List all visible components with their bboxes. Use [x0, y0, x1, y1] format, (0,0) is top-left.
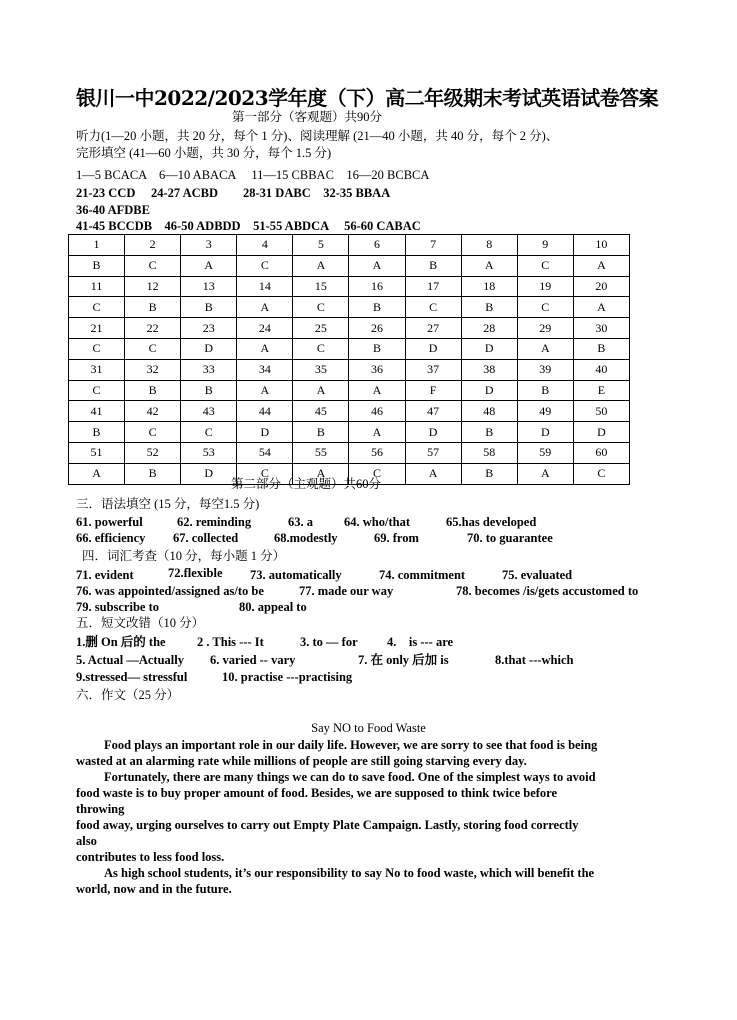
grammar-69: 69. from — [374, 531, 419, 545]
answer-cell: A — [349, 422, 405, 443]
question-number-cell: 60 — [573, 442, 629, 463]
answer-cell: E — [573, 380, 629, 401]
question-number-cell: 38 — [461, 359, 517, 380]
answer-cell: D — [461, 380, 517, 401]
answer-table-row — [69, 276, 630, 297]
answer-table — [68, 234, 630, 485]
grammar-65: 65.has developed — [446, 515, 537, 529]
question-number-cell: 4 — [237, 235, 293, 256]
question-number-cell: 28 — [461, 318, 517, 339]
question-number-cell: 2 — [125, 235, 181, 256]
answer-cell: B — [461, 297, 517, 318]
question-number-cell: 33 — [181, 359, 237, 380]
correction-4: 4. is --- are — [387, 635, 454, 649]
question-number-cell: 44 — [237, 401, 293, 422]
answer-cell: C — [125, 422, 181, 443]
answer-cell: A — [237, 380, 293, 401]
answer-table-row — [69, 442, 630, 463]
question-number-cell: 36 — [349, 359, 405, 380]
vocab-77: 77. made our way — [299, 584, 394, 598]
vocab-71: 71. evident — [76, 568, 134, 582]
answer-cell: F — [405, 380, 461, 401]
question-number-cell: 32 — [125, 359, 181, 380]
grammar-63: 63. a — [288, 515, 313, 529]
answer-cell: A — [237, 297, 293, 318]
answer-cell: B — [69, 422, 125, 443]
answer-cell: B — [181, 297, 237, 318]
answer-cell: B — [181, 380, 237, 401]
vocab-80: 80. appeal to — [239, 600, 307, 614]
correction-6: 6. varied -- vary — [210, 653, 296, 667]
question-number-cell: 10 — [573, 235, 629, 256]
question-number-cell: 46 — [349, 401, 405, 422]
essay-line: also — [76, 834, 97, 848]
answer-cell: A — [293, 463, 349, 484]
vocab-74: 74. commitment — [379, 568, 466, 582]
answer-cell: C — [293, 338, 349, 359]
question-number-cell: 8 — [461, 235, 517, 256]
question-number-cell: 27 — [405, 318, 461, 339]
grammar-68: 68.modestly — [274, 531, 338, 545]
answer-cell: D — [405, 338, 461, 359]
question-number-cell: 41 — [69, 401, 125, 422]
question-number-cell: 50 — [573, 401, 629, 422]
question-number-cell: 6 — [349, 235, 405, 256]
question-number-cell: 13 — [181, 276, 237, 297]
question-number-cell: 15 — [293, 276, 349, 297]
correction-9: 9.stressed— stressful — [76, 670, 188, 684]
essay-line: food away, urging ourselves to carry out Empty Plate Campaign. Lastly, storing food correctly — [76, 818, 579, 832]
essay-title: Say NO to Food Waste — [311, 721, 426, 735]
section5-heading: 五．短文改错（10 分） — [76, 616, 205, 630]
answer-line-2: 21-23 CCD 24-27 ACBD 28-31 DABC 32-35 BBAA — [76, 186, 391, 200]
answer-cell: A — [349, 255, 405, 276]
answer-cell: A — [69, 463, 125, 484]
question-number-cell: 45 — [293, 401, 349, 422]
answer-cell: B — [461, 463, 517, 484]
question-number-cell: 49 — [517, 401, 573, 422]
answer-cell: A — [405, 463, 461, 484]
part2-header: 第二部分（主观题）共60分 — [231, 477, 382, 491]
answer-cell: C — [181, 422, 237, 443]
answer-cell: B — [349, 338, 405, 359]
answer-table-row — [69, 422, 630, 443]
essay-line: Fortunately, there are many things we can do to save food. One of the simplest ways to avoid — [104, 770, 596, 784]
answer-cell: A — [293, 255, 349, 276]
essay-line: Food plays an important role in our daily life. However, we are sorry to see that food is being — [104, 738, 598, 752]
grammar-62: 62. reminding — [177, 515, 252, 529]
answer-cell: B — [573, 338, 629, 359]
answer-cell: A — [517, 463, 573, 484]
answer-cell: C — [517, 297, 573, 318]
answer-cell: B — [69, 255, 125, 276]
section6-heading: 六．作文（25 分） — [76, 688, 180, 702]
question-number-cell: 20 — [573, 276, 629, 297]
answer-cell: C — [405, 297, 461, 318]
grammar-70: 70. to guarantee — [467, 531, 553, 545]
question-number-cell: 47 — [405, 401, 461, 422]
answer-cell: D — [461, 338, 517, 359]
answer-cell: C — [293, 297, 349, 318]
question-number-cell: 40 — [573, 359, 629, 380]
answer-cell: A — [461, 255, 517, 276]
essay-line: contributes to less food loss. — [76, 850, 225, 864]
correction-3: 3. to — for — [300, 635, 358, 649]
essay-line: wasted at an alarming rate while millions of people are still going starving every day. — [76, 754, 527, 768]
answer-cell: C — [69, 338, 125, 359]
answer-cell: C — [237, 463, 293, 484]
question-number-cell: 22 — [125, 318, 181, 339]
question-number-cell: 42 — [125, 401, 181, 422]
document-title: 银川一中2022/2023学年度（下）高二年级期末考试英语试卷答案 — [76, 86, 659, 110]
essay-line: throwing — [76, 802, 125, 816]
question-number-cell: 24 — [237, 318, 293, 339]
answer-cell: B — [517, 380, 573, 401]
answer-cell: B — [349, 297, 405, 318]
correction-2: 2 . This --- It — [197, 635, 264, 649]
question-number-cell: 53 — [181, 442, 237, 463]
answer-cell: D — [237, 422, 293, 443]
question-number-cell: 14 — [237, 276, 293, 297]
question-number-cell: 56 — [349, 442, 405, 463]
answer-cell: D — [517, 422, 573, 443]
correction-7: 7. 在 only 后加 is — [358, 653, 449, 667]
answer-cell: D — [405, 422, 461, 443]
answer-cell: C — [125, 255, 181, 276]
answer-table-row — [69, 380, 630, 401]
question-number-cell: 7 — [405, 235, 461, 256]
question-number-cell: 39 — [517, 359, 573, 380]
answer-cell: C — [573, 463, 629, 484]
answer-cell: C — [349, 463, 405, 484]
essay-line: As high school students, it’s our responsibility to say No to food waste, which will benefit the — [104, 866, 595, 880]
answer-cell: A — [237, 338, 293, 359]
question-number-cell: 21 — [69, 318, 125, 339]
question-number-cell: 16 — [349, 276, 405, 297]
answer-cell: B — [125, 463, 181, 484]
question-number-cell: 31 — [69, 359, 125, 380]
answer-cell: D — [573, 422, 629, 443]
question-number-cell: 48 — [461, 401, 517, 422]
answer-cell: A — [181, 255, 237, 276]
answer-cell: A — [573, 297, 629, 318]
answer-cell: C — [69, 297, 125, 318]
question-number-cell: 35 — [293, 359, 349, 380]
question-number-cell: 25 — [293, 318, 349, 339]
answer-cell: B — [405, 255, 461, 276]
answer-cell: C — [69, 380, 125, 401]
question-number-cell: 57 — [405, 442, 461, 463]
question-number-cell: 5 — [293, 235, 349, 256]
question-number-cell: 37 — [405, 359, 461, 380]
intro-line-1: 听力(1—20 小题，共 20 分，每个 1 分)、阅读理解 (21—40 小题，共 40 分，每个 2 分)、 — [76, 129, 559, 143]
answer-cell: B — [461, 422, 517, 443]
question-number-cell: 52 — [125, 442, 181, 463]
answer-cell: A — [517, 338, 573, 359]
intro-line-2: 完形填空 (41—60 小题，共 30 分，每个 1.5 分) — [76, 146, 332, 160]
answer-cell: A — [573, 255, 629, 276]
grammar-66: 66. efficiency — [76, 531, 146, 545]
answer-cell: C — [237, 255, 293, 276]
answer-table-row — [69, 359, 630, 380]
question-number-cell: 1 — [69, 235, 125, 256]
essay-body — [76, 737, 660, 897]
answer-line-4: 41-45 BCCDB 46-50 ADBDD 51-55 ABDCA 56-60 CABAC — [76, 219, 421, 233]
correction-8: 8.that ---which — [495, 653, 574, 667]
correction-1: 1.删 On 后的 the — [76, 635, 166, 649]
vocab-72: 72.flexible — [168, 566, 223, 580]
essay-line: world, now and in the future. — [76, 882, 232, 896]
answer-line-1: 1—5 BCACA 6—10 ABACA 11—15 CBBAC 16—20 BCBCA — [76, 168, 430, 182]
question-number-cell: 19 — [517, 276, 573, 297]
vocab-76: 76. was appointed/assigned as/to be — [76, 584, 264, 598]
vocab-75: 75. evaluated — [502, 568, 573, 582]
question-number-cell: 9 — [517, 235, 573, 256]
question-number-cell: 34 — [237, 359, 293, 380]
vocab-78: 78. becomes /is/gets accustomed to — [456, 584, 639, 598]
question-number-cell: 23 — [181, 318, 237, 339]
answer-cell: C — [517, 255, 573, 276]
answer-cell: A — [349, 380, 405, 401]
grammar-64: 64. who/that — [344, 515, 410, 529]
essay-line: food waste is to buy proper amount of food. Besides, we are supposed to think twice before — [76, 786, 558, 800]
question-number-cell: 11 — [69, 276, 125, 297]
answer-table-row — [69, 401, 630, 422]
question-number-cell: 17 — [405, 276, 461, 297]
vocab-73: 73. automatically — [250, 568, 342, 582]
question-number-cell: 12 — [125, 276, 181, 297]
question-number-cell: 59 — [517, 442, 573, 463]
answer-cell: A — [293, 380, 349, 401]
section4-heading: 四．词汇考查（10 分，每小题 1 分） — [82, 549, 286, 563]
question-number-cell: 55 — [293, 442, 349, 463]
answer-cell: C — [125, 338, 181, 359]
answer-table-row — [69, 297, 630, 318]
question-number-cell: 18 — [461, 276, 517, 297]
answer-cell: D — [181, 463, 237, 484]
grammar-67: 67. collected — [173, 531, 239, 545]
answer-cell: B — [125, 380, 181, 401]
question-number-cell: 29 — [517, 318, 573, 339]
question-number-cell: 54 — [237, 442, 293, 463]
question-number-cell: 26 — [349, 318, 405, 339]
question-number-cell: 58 — [461, 442, 517, 463]
grammar-61: 61. powerful — [76, 515, 143, 529]
answer-cell: D — [181, 338, 237, 359]
part1-header: 第一部分（客观题）共90分 — [232, 110, 383, 124]
answer-cell: B — [125, 297, 181, 318]
answer-table-row — [69, 255, 630, 276]
answer-cell: B — [293, 422, 349, 443]
question-number-cell: 3 — [181, 235, 237, 256]
vocab-79: 79. subscribe to — [76, 600, 159, 614]
answer-line-3: 36-40 AFDBE — [76, 203, 150, 217]
question-number-cell: 43 — [181, 401, 237, 422]
answer-table-row — [69, 338, 630, 359]
question-number-cell: 51 — [69, 442, 125, 463]
answer-table-row — [69, 318, 630, 339]
correction-5: 5. Actual —Actually — [76, 653, 184, 667]
question-number-cell: 30 — [573, 318, 629, 339]
correction-10: 10. practise ---practising — [222, 670, 353, 684]
section3-heading: 三．语法填空 (15 分，每空1.5 分) — [76, 497, 260, 511]
answer-table-row — [69, 235, 630, 256]
